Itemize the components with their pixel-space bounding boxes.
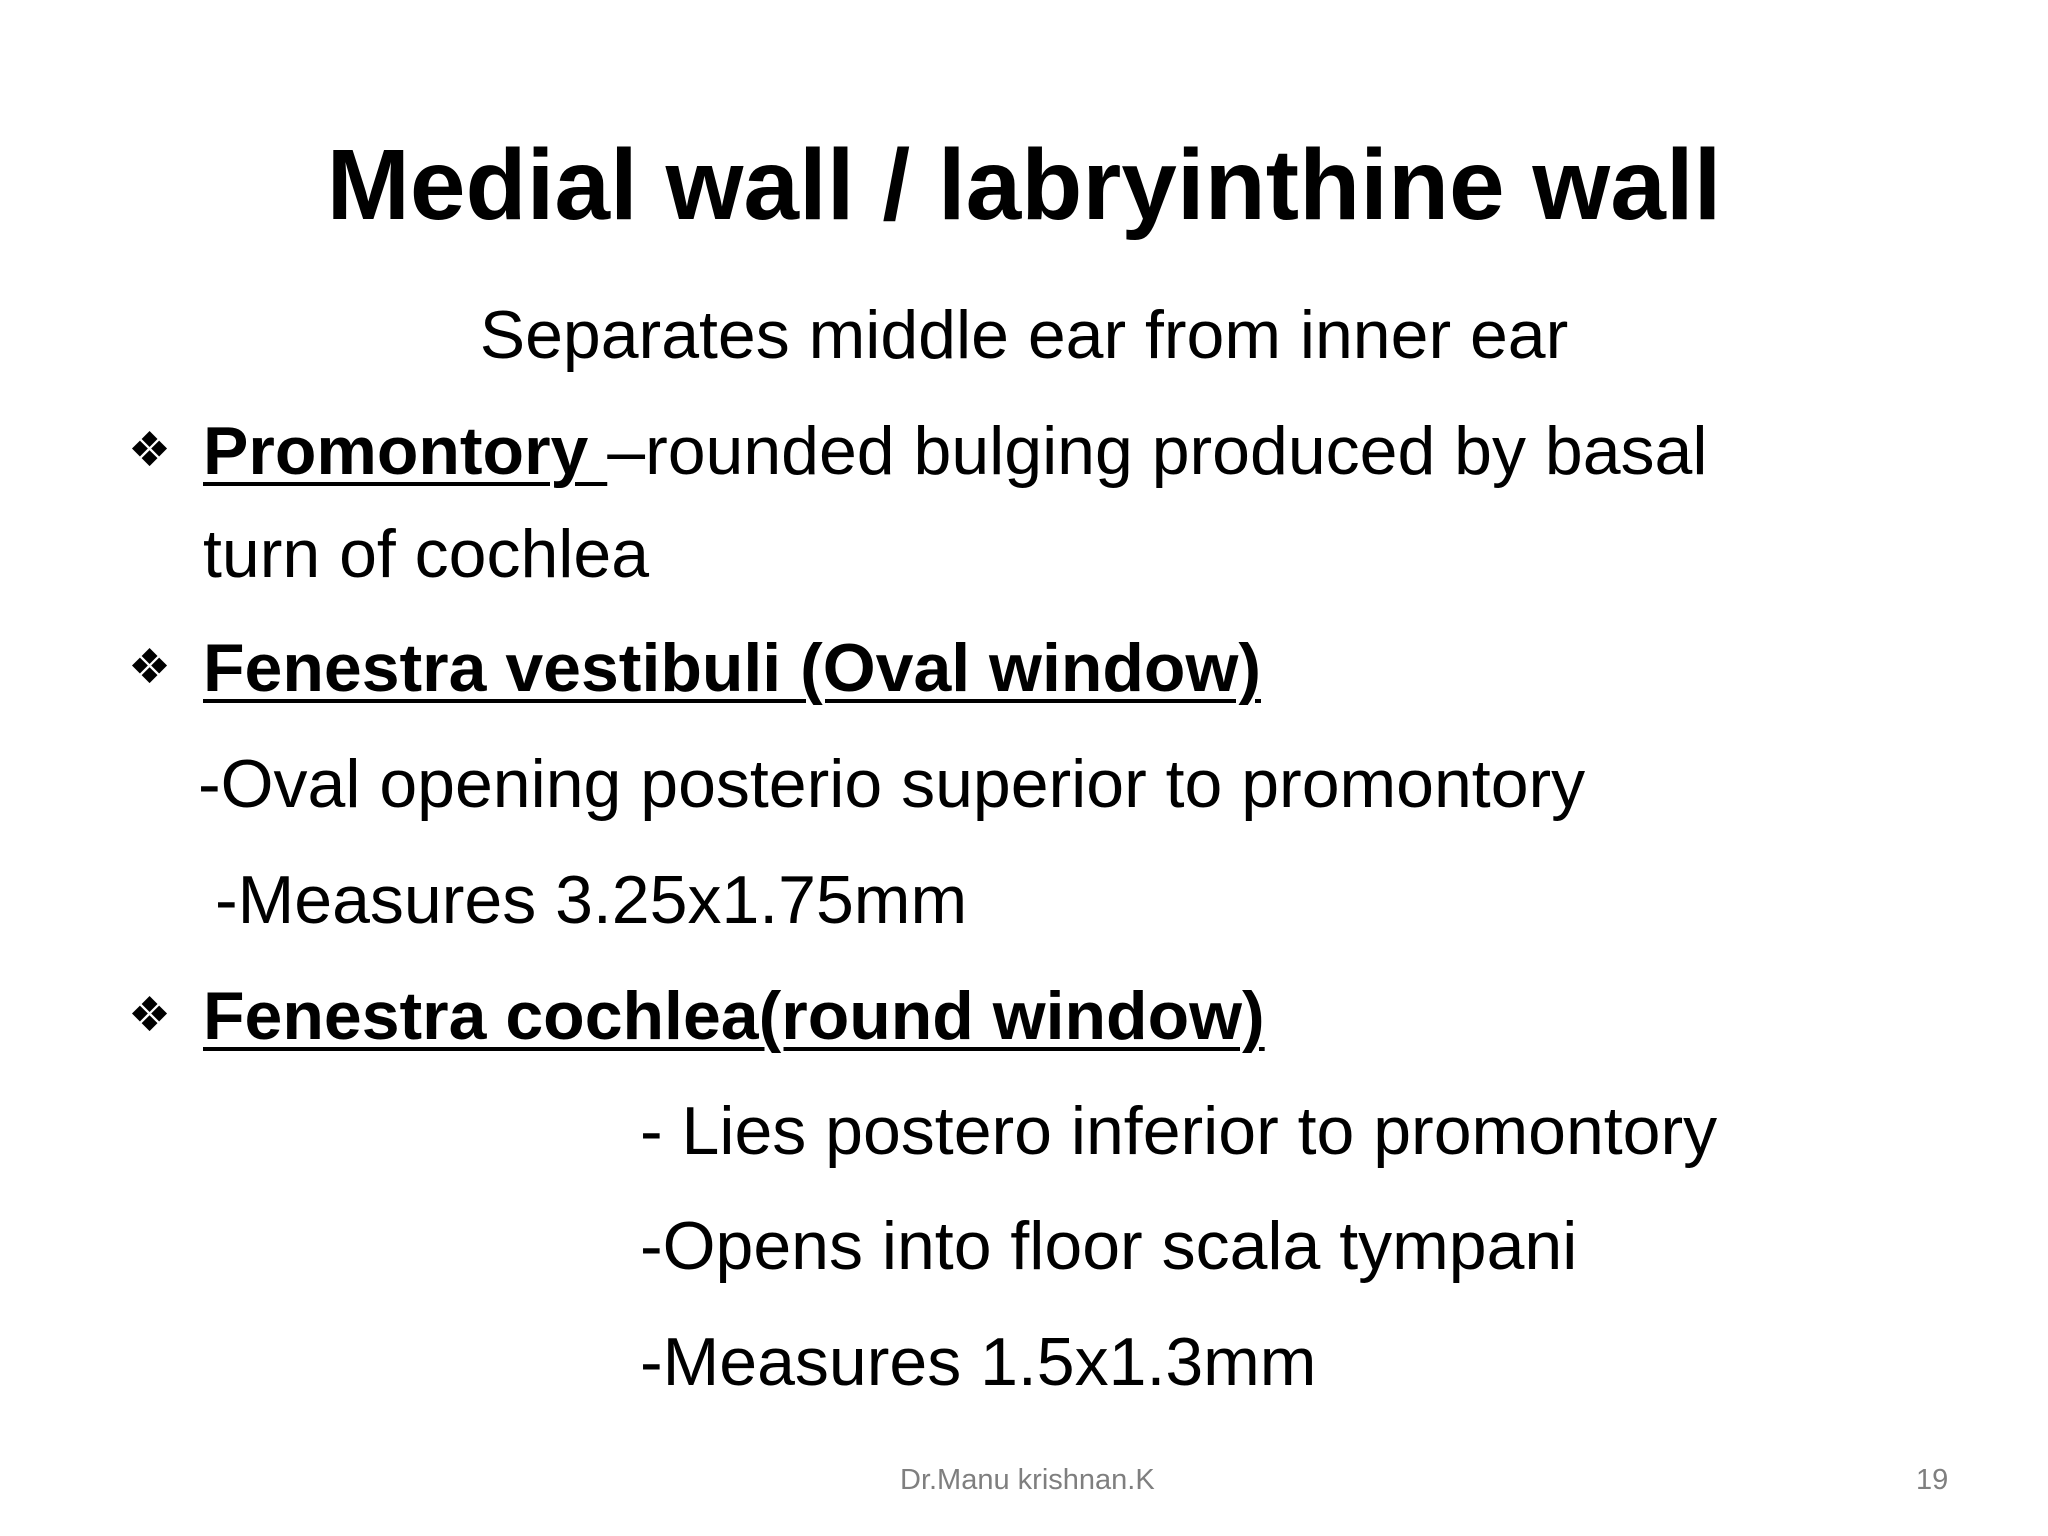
item-fenestra-vestibuli [203,628,1261,708]
slide-subtitle: Separates middle ear from inner ear [479,297,1569,373]
item-heading: Fenestra cochlea(round window) [203,978,1265,1054]
item-promontory [203,411,1707,491]
item-detail: - Lies postero inferior to promontory [640,1093,1718,1169]
item-fenestra-cochlea [203,976,1265,1056]
bullet-diamond-icon: ❖ [128,424,172,477]
page-number: 19 [1916,1464,1949,1496]
item-detail: -Measures 3.25x1.75mm [215,862,968,938]
bullet-diamond-icon: ❖ [128,989,172,1042]
item-heading: Fenestra vestibuli (Oval window) [203,630,1261,706]
slide-title: Medial wall / labryinthine wall [326,129,1722,241]
item-detail: -Oval opening posterio superior to promontory [198,746,1586,822]
item-text: –rounded bulging produced by basal [607,413,1708,489]
item-heading: Promontory [203,413,608,489]
item-continuation: turn of cochlea [203,516,650,592]
item-detail: -Measures 1.5x1.3mm [640,1324,1317,1400]
bullet-diamond-icon: ❖ [128,641,172,694]
footer-author: Dr.Manu krishnan.K [900,1464,1155,1496]
item-detail: -Opens into floor scala tympani [640,1208,1578,1284]
